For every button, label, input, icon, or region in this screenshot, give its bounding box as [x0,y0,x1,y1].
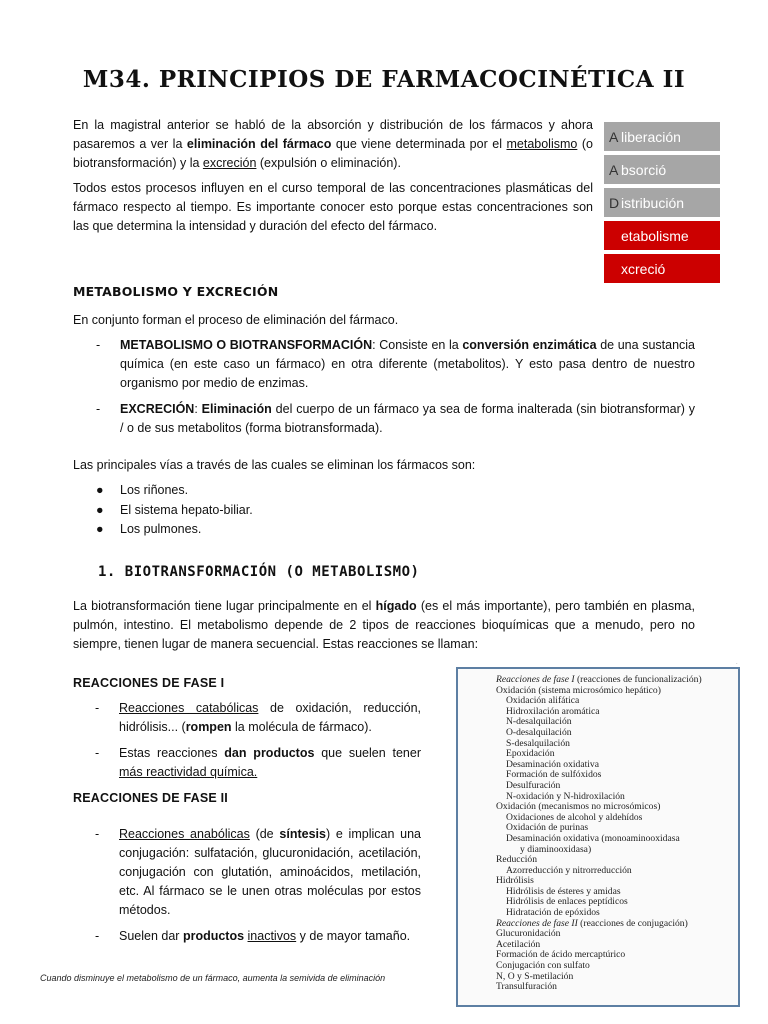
text: de una sustancia química (en este caso un fármaco) en otra diferente (metabolitos). Y esto pasa dentro de nuestro organismo por medio de enzimas. [120,338,695,390]
text-underlined: inactivos [247,929,297,943]
table-line-text: N-desalquilación [506,716,572,728]
table-line-text: (reacciones de conjugación) [577,917,688,929]
table-line-text: Formación de sulfóxidos [506,769,602,781]
table-line-italic: Reacciones de fase II [496,917,578,929]
bullet-icon: ● [96,502,104,517]
table-line [496,982,730,993]
text-bold: productos [182,929,245,943]
table-line-text: Reducción [496,854,538,866]
text: que viene determinada por el [331,137,507,151]
text-bold: síntesis [279,827,326,841]
adme-letter: A [609,128,619,145]
section-heading-biotransformacion [98,564,419,580]
text: ) e implican una conjugación: sulfatación, glucuronidación, acetilación, conjugación con glutatión, aminoácidos, metilación, etc. Al fármaco se le unen otras moléculas por estos métodos. [119,827,421,917]
dash-marker: - [95,701,100,715]
text: (o biotransformación) y la [73,137,593,170]
text-bold: conversión enzimática [462,338,597,352]
table-line-text: Transulfuración [496,981,557,993]
text-underlined: excreción [202,156,257,170]
text: de oxidación, reducción, hidrólisis... ( [119,701,421,734]
table-line-text: Azorreducción y nitrorreducción [506,864,632,876]
table-line-text: N-oxidación y N-hidroxilación [506,790,625,802]
decorative-dot: . [736,660,738,666]
table-line-text: y diaminooxidasa) [520,843,592,855]
bullet-icon: ● [96,483,104,497]
table-line-text: N, O y S-metilación [496,970,574,982]
fase1-heading: REACCIONES DE FASE I [73,676,225,690]
list-item [96,481,253,501]
bullet-icon: ● [96,522,104,536]
dash-marker: - [95,929,100,943]
table-line-text: Desaminación oxidativa [506,758,599,770]
text-underlined: más reactividad química. [119,765,258,779]
list-item-text: Los riñones. [120,483,189,497]
text: (expulsión o eliminación). [256,156,401,170]
routes-lead: Las principales vías a través de las cuales se eliminan los fármacos son: [73,458,476,472]
list-item-excrecion [96,400,695,438]
dash-marker: - [96,338,101,352]
fase1-item-1 [95,699,421,737]
table-line-text: Oxidaciones de alcohol y aldehídos [506,811,643,823]
dash-marker: - [95,746,100,760]
section-title: BIOTRANSFORMACIÓN (O METABOLISMO) [124,564,420,580]
list-item-metabolismo [96,336,695,393]
list-item [96,501,253,521]
dash-marker: - [95,827,100,841]
text-bold: hígado [375,599,417,613]
table-line-text: Conjugación con sulfato [496,960,590,972]
intro-paragraph-1 [73,116,593,173]
table-line-text: Hidrólisis [496,875,534,887]
table-line-italic: Reacciones de fase I [496,674,575,685]
adme-distribucion [604,188,720,217]
section2-paragraph [73,597,695,654]
table-line-text: (reacciones de funcionalización) [574,674,702,685]
text: (es el más importante), pero también en plasma, pulmón, intestino. El metabolismo depende de 2 tipos de reacciones bioquímicas que a menudo, pero no siempre, tienen lugar de manera secuencial. Estas reacciones se llaman: [73,599,695,651]
intro-paragraph-2: Todos estos procesos influyen en el curso temporal de las concentraciones plasmáticas del fármaco respecto al tiempo. Es importante conocer esto porque estas concentraciones son las que determina la intensidad y duración del efecto del fármaco. [73,181,593,233]
page-title: M34. PRINCIPIOS DE FARMACOCINÉTICA II [82,66,686,93]
text-bold: dan productos [224,746,315,760]
table-line-text: O-desalquilación [506,726,572,738]
fase2-heading: REACCIONES DE FASE II [73,791,228,805]
text-bold: rompen [185,720,232,734]
table-line-text: Hidrólisis de enlaces peptídicos [506,896,628,908]
adme-liberacion [604,122,720,151]
table-line-text: Epoxidación [506,748,555,760]
table-line-text: Hidratación de epóxidos [506,907,600,919]
text: Suelen dar [119,929,183,943]
figure-caption: Cuando disminuye el metabolismo de un fármaco, aumenta la semivida de eliminación [40,973,386,983]
text: (de [249,827,280,841]
reactions-table-figure [456,667,740,1007]
text-bold: Eliminación [201,402,272,416]
table-line-text: Oxidación de purinas [506,822,589,834]
adme-figure [604,122,720,287]
adme-word: liberación [621,128,681,145]
table-line-text: Acetilación [496,938,541,950]
text: del cuerpo de un fármaco ya sea de forma inalterada (sin biotransformar) y / o de sus metabolitos (forma biotransformada). [120,402,695,435]
table-line-text: Oxidación alifática [506,695,580,707]
adme-excrecio [604,254,720,283]
adme-metabolisme [604,221,720,250]
fase2-item-1 [95,825,421,920]
table-line-text: Formación de ácido mercaptúrico [496,949,626,961]
adme-letter: D [609,194,620,211]
adme-word: istribución [621,194,685,211]
list-item-text: El sistema hepato-biliar. [120,502,253,517]
text: la molécula de fármaco). [231,720,372,734]
text-bold: EXCRECIÓN [120,402,195,416]
table-line-text: Hidrólisis de ésteres y amidas [506,885,621,897]
adme-word: bsorció [621,161,667,178]
text-underlined: Reacciones anabólicas [119,827,250,841]
fase1-item-2 [95,744,421,782]
list-item-text: Los pulmones. [120,522,202,536]
text: La biotransformación tiene lugar principalmente en el [73,599,376,613]
adme-letter: E [609,260,619,277]
adme-absorcio [604,155,720,184]
table-line-text: S-desalquilación [506,737,570,749]
list-item [96,520,253,540]
table-line-text: Desulfuración [506,779,561,791]
text: : [194,402,202,416]
dash-marker: - [96,402,101,416]
table-line-text: Desaminación oxidativa (monoaminooxidasa [506,832,680,844]
text-underlined: metabolismo [506,137,578,151]
table-line-text: Glucuronidación [496,928,561,940]
text: y de mayor tamaño. [296,929,411,943]
table-line-text: Oxidación (mecanismos no microsómicos) [496,801,661,813]
fase2-item-2 [95,927,421,946]
section1-lead: En conjunto forman el proceso de eliminación del fármaco. [73,313,399,327]
table-line-text: Oxidación (sistema microsómico hepático) [496,684,661,696]
text: : Consiste en la [372,338,463,352]
routes-list [96,481,253,540]
adme-letter: A [609,161,619,178]
adme-word: xcreció [621,260,666,277]
text: que suelen tener [314,746,421,760]
adme-word: etabolisme [621,227,689,244]
text-bold: METABOLISMO O BIOTRANSFORMACIÓN [120,338,373,352]
section-number: 1. [98,564,116,580]
adme-letter: M [609,227,621,244]
text: En la magistral anterior se habló de la absorción y distribución de los fármacos y ahora pasaremos a ver la [73,118,593,151]
text-bold: eliminación del fármaco [186,137,332,151]
text: Estas reacciones [119,746,225,760]
text-underlined: Reacciones catabólicas [119,701,259,715]
table-line-text: Hidroxilación aromática [506,705,600,717]
section-heading-metabolismo-excrecion: METABOLISMO Y EXCRECIÓN [73,284,279,299]
